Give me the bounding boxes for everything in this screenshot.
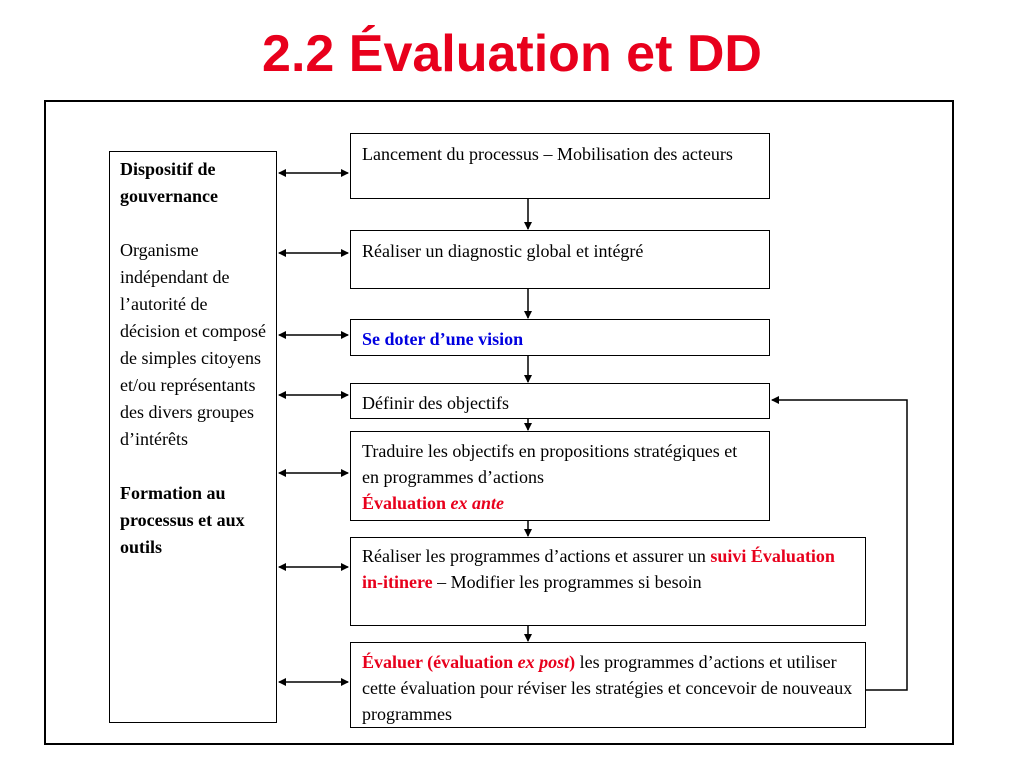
eval-ex-ante-italic: ex ante <box>450 493 505 513</box>
governance-heading: Dispositif de gouvernance <box>120 159 218 206</box>
governance-footer: Formation au processus et aux outils <box>120 483 245 557</box>
step-launch-text: Lancement du processus – Mobilisation des acteurs <box>362 144 733 164</box>
governance-body: Organisme indépendant de l’autorité de décision et composé de simples citoyens et/ou représentants des divers groupes d’intérêts <box>120 240 266 449</box>
step-implementation-text: Réaliser les programmes d’actions et assurer un <box>362 546 706 566</box>
eval-in-itinere-label: Évaluation in-itinere <box>362 546 835 592</box>
eval-ex-post-italic: ex post <box>517 652 570 672</box>
feedback-loop-arrow <box>772 400 907 690</box>
step-vision-text: Se doter d’une vision <box>362 329 524 349</box>
step-diagnostic-text: Réaliser un diagnostic global et intégré <box>362 241 644 261</box>
step-implementation-rest: – Modifier les programmes si besoin <box>437 572 702 592</box>
page-title: 2.2 Évaluation et DD <box>262 25 762 83</box>
eval-ex-post-close: ) <box>569 652 576 672</box>
step-strategy-text: Traduire les objectifs en propositions stratégiques et en programmes d’actions <box>362 441 738 487</box>
step-evaluation-rest: les programmes d’actions et utiliser cette évaluation pour réviser les stratégies et concevoir de nouveaux programmes <box>362 652 853 724</box>
step-objectives-text: Définir des objectifs <box>362 393 509 413</box>
eval-ex-ante-label: Évaluation <box>362 493 447 513</box>
eval-ex-post-label: Évaluer (évaluation <box>362 652 514 672</box>
suivi-label: suivi <box>710 546 747 566</box>
